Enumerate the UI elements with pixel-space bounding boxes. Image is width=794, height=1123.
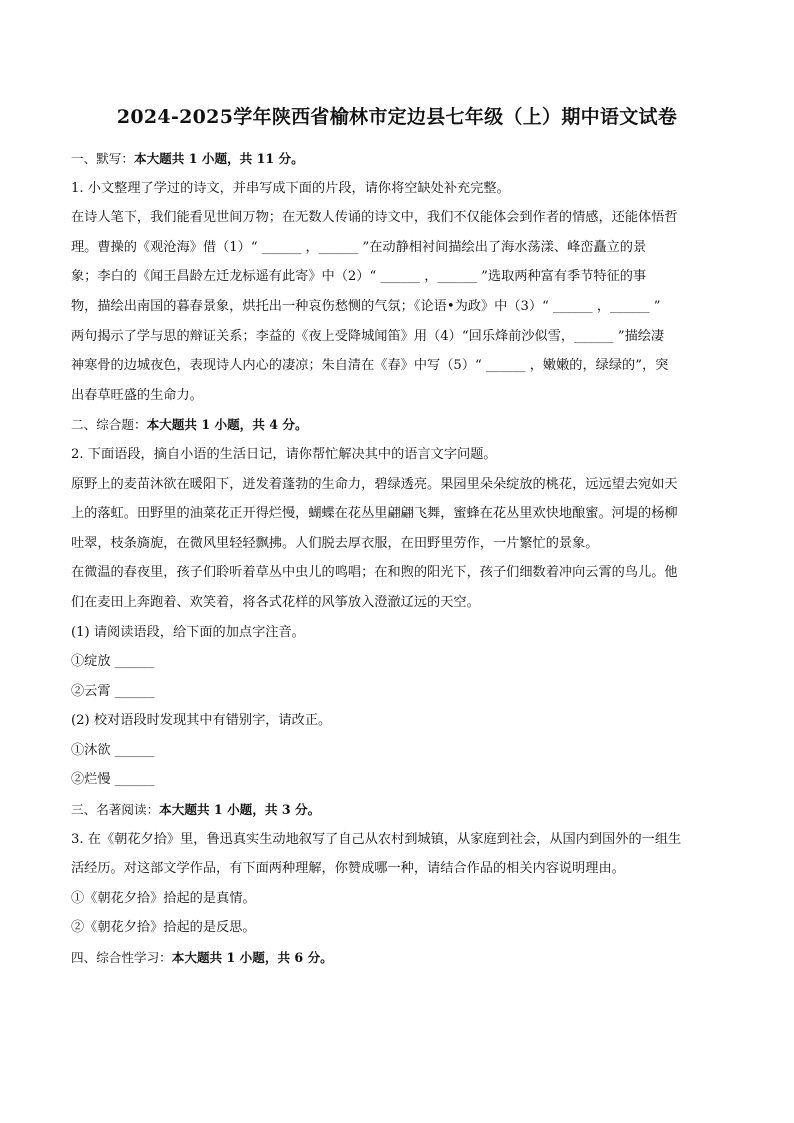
section-number: 一、默写： [71, 151, 134, 166]
text-line: ①《朝花夕拾》拾起的是真情。 [71, 890, 256, 906]
section-info: 本大题共 1 小题，共 11 分。 [133, 151, 304, 166]
section-info: 本大题共 1 小题，共 6 分。 [171, 950, 333, 966]
text-line: 1. 小文整理了学过的诗文，并串写成下面的片段，请你将空缺处补充完整。 [71, 180, 510, 196]
text-line: 在诗人笔下，我们能看见世间万物；在无数人传诵的诗文中，我们不仅能体会到作者的情感，还能体悟哲 [71, 210, 678, 226]
text-line: 3. 在《朝花夕拾》里，鲁迅真实生动地叙写了自己从农村到城镇，从家庭到社会，从国内到国外的一组生 [71, 831, 682, 847]
section-number: 三、名著阅读： [71, 802, 160, 818]
text-line: 物，描绘出南国的暮春景象，烘托出一种哀伤愁恻的气氛；《论语•为政》中（3）“ ______ ，______ ” [71, 298, 661, 314]
text-line: ①绽放 ______ [71, 654, 155, 670]
text-line: 活经历。对这部文学作品，有下面两种理解，你赞成哪一种，请结合作品的相关内容说明理由。 [71, 861, 625, 877]
section-info: 本大题共 1 小题，共 3 分。 [159, 802, 321, 818]
text-line: 在微温的春夜里，孩子们聆听着草丛中虫儿的鸣唱；在和煦的阳光下，孩子们细数着冲向云霄的鸟儿。他 [71, 565, 678, 581]
exam-content [71, 144, 723, 973]
text-line: ②烂慢 ______ [71, 772, 155, 788]
section-heading [71, 943, 723, 973]
text-line: 理。曹操的《观沧海》借（1）“ ______ ，______ ”在动静相衬间描绘出了海水荡漾、峰峦矗立的景 [71, 239, 647, 255]
text-line: ①沐欲 ______ [71, 742, 155, 758]
text-line: 两句揭示了学与思的辩证关系；李益的《夜上受降城闻笛》用（4）“回乐烽前沙似雪，______ ”描绘凄 [71, 328, 665, 344]
text-line: (2) 校对语段时发现其中有错别字，请改正。 [71, 713, 332, 729]
text-line: 神寒骨的边城夜色，表现诗人内心的凄凉；朱自清在《春》中写（5）“ ______ ，嫩嫩的，绿绿的”，突 [71, 358, 669, 374]
text-line: 上的落虹。田野里的油菜花正开得烂慢，蝴蝶在花丛里翩翩飞舞，蜜蜂在花丛里欢快地酿蜜。河堤的杨柳 [71, 506, 678, 522]
section-info: 本大题共 1 小题，共 4 分。 [146, 417, 308, 433]
section-heading [71, 144, 723, 174]
section-heading [71, 795, 723, 825]
text-line: 出春草旺盛的生命力。 [71, 387, 203, 403]
text-line: ②云霄 ______ [71, 683, 155, 699]
section-number: 二、综合题： [71, 417, 147, 433]
text-line: ②《朝花夕拾》拾起的是反思。 [71, 920, 256, 936]
text-line: 们在麦田上奔跑着、欢笑着，将各式花样的风筝放入澄澈辽远的天空。 [71, 594, 480, 610]
text-line: 2. 下面语段，摘自小语的生活日记，请你帮忙解决其中的语言文字问题。 [71, 446, 497, 462]
text-line: 吐翠，枝条旖旎，在微风里轻轻飘拂。人们脱去厚衣服，在田野里劳作，一片繁忙的景象。 [71, 535, 599, 551]
text-line: 原野上的麦苗沐欲在暖阳下，迸发着蓬勃的生命力，碧绿透亮。果园里朵朵绽放的桃花，远远望去宛如天 [71, 476, 678, 492]
text-line: (1) 请阅读语段，给下面的加点字注音。 [71, 624, 305, 640]
section-heading [71, 410, 723, 440]
text-line: 象；李白的《闻王昌龄左迁龙标遥有此寄》中（2）“ ______ ，______ ”选取两种富有季节特征的事 [71, 269, 647, 285]
section-number: 四、综合性学习： [71, 950, 172, 966]
exam-title: 2024-2025学年陕西省榆林市定边县七年级（上）期中语文试卷 [116, 106, 678, 128]
